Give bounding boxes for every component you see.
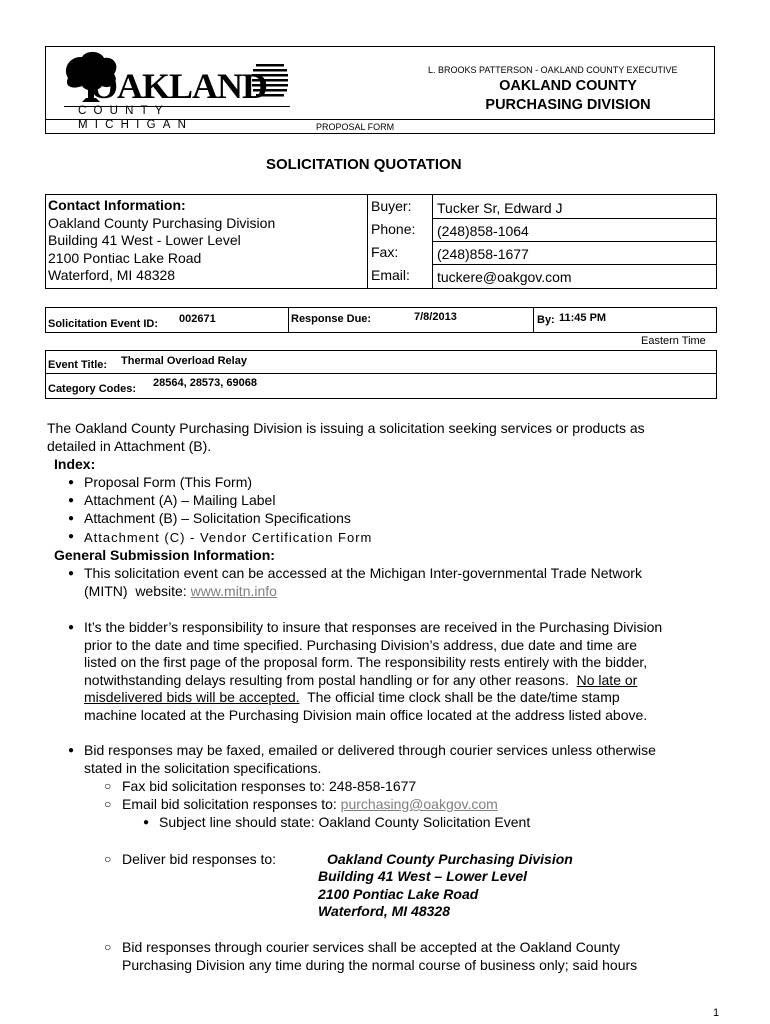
phone-value: (248)858-1064 bbox=[437, 223, 529, 239]
index-item: Proposal Form (This Form) bbox=[84, 474, 253, 490]
deliver-address-line: Building 41 West – Lower Level bbox=[318, 868, 528, 884]
contact-box bbox=[45, 194, 717, 289]
deliver-address-line: Oakland County Purchasing Division bbox=[327, 851, 573, 867]
county-title: OAKLAND COUNTY bbox=[499, 78, 637, 94]
contact-hline bbox=[432, 218, 716, 219]
buyer-label: Buyer: bbox=[371, 198, 412, 214]
bullet-icon: ● bbox=[68, 513, 75, 524]
index-item: Attachment (B) – Solicitation Specifications bbox=[84, 510, 351, 526]
courier-line: Purchasing Division any time during the normal course of business only; said hours bbox=[122, 956, 638, 973]
general-heading: General Submission Information: bbox=[54, 547, 275, 563]
delivery-line: stated in the solicitation specifications. bbox=[84, 759, 322, 776]
responsibility-line: prior to the date and time specified. Purchasing Division’s address, due date and time are bbox=[84, 636, 638, 653]
event-id-label: Solicitation Event ID: bbox=[48, 318, 159, 330]
deliver-label: Deliver bid responses to: bbox=[122, 851, 277, 867]
oakland-county-logo bbox=[60, 50, 292, 131]
email-prefix: Email bid solicitation responses to: bbox=[122, 796, 341, 812]
responsibility-text: The official time clock shall be the date/time stamp bbox=[299, 689, 620, 706]
mitn-prefix: (MITN) website: bbox=[84, 582, 191, 599]
circle-bullet-icon: ○ bbox=[104, 852, 112, 866]
circle-bullet-icon: ○ bbox=[104, 797, 112, 811]
bullet-icon: ● bbox=[68, 568, 75, 579]
mitn-line: This solicitation event can be accessed at the Michigan Inter-governmental Trade Network bbox=[84, 565, 642, 581]
mitn-paragraph bbox=[84, 565, 642, 600]
contact-line: 2100 Pontiac Lake Road bbox=[48, 249, 202, 266]
responsibility-line bbox=[84, 689, 662, 707]
response-due-label: Response Due: bbox=[291, 313, 372, 325]
contact-hline bbox=[432, 264, 716, 265]
delivery-line: Bid responses may be faxed, emailed or delivered through courier services unless otherwise bbox=[84, 742, 656, 758]
responsibility-line bbox=[84, 672, 662, 690]
index-item: Attachment (C) - Vendor Certification Form bbox=[84, 530, 373, 545]
index-heading: Index: bbox=[54, 456, 96, 472]
email-instruction bbox=[122, 796, 498, 814]
deliver-address-line: 2100 Pontiac Lake Road bbox=[318, 886, 479, 902]
courier-line: Bid responses through courier services shall be accepted at the Oakland County bbox=[122, 939, 621, 955]
delivery-paragraph bbox=[84, 742, 656, 777]
contact-line: Oakland County Purchasing Division bbox=[48, 214, 276, 231]
email-value: tuckere@oakgov.com bbox=[437, 269, 572, 285]
fax-label: Fax: bbox=[371, 244, 399, 260]
contact-block bbox=[46, 197, 368, 285]
bullet-icon: ● bbox=[68, 477, 75, 488]
event-vline bbox=[533, 308, 534, 332]
event-title-value: Thermal Overload Relay bbox=[121, 355, 247, 367]
intro-paragraph bbox=[47, 420, 645, 455]
page-number: 1 bbox=[713, 1007, 720, 1019]
division-title: PURCHASING DIVISION bbox=[485, 97, 651, 113]
circle-bullet-icon: ○ bbox=[104, 940, 112, 954]
contact-line: Building 41 West - Lower Level bbox=[48, 232, 241, 248]
contact-vline bbox=[367, 195, 368, 288]
buyer-value: Tucker Sr, Edward J bbox=[437, 200, 563, 216]
bullet-icon: ● bbox=[143, 817, 150, 828]
event-row bbox=[45, 307, 717, 333]
bullet-icon: ● bbox=[68, 531, 75, 542]
responsibility-paragraph bbox=[84, 619, 662, 725]
courier-paragraph bbox=[122, 939, 637, 974]
event-id-value: 002671 bbox=[179, 313, 216, 325]
contact-line: Waterford, MI 48328 bbox=[48, 267, 176, 283]
category-codes-label: Category Codes: bbox=[48, 383, 137, 395]
mitn-link[interactable]: www.mitn.info bbox=[190, 582, 277, 599]
responsibility-text: notwithstanding delays resulting from postal handling or for any other reasons. bbox=[84, 671, 577, 688]
intro-line: detailed in Attachment (B). bbox=[47, 437, 212, 454]
by-value: 11:45 PM bbox=[559, 312, 607, 324]
fax-value: (248)858-1677 bbox=[437, 246, 529, 262]
index-item: Attachment (A) – Mailing Label bbox=[84, 492, 276, 508]
responsibility-line: It’s the bidder’s responsibility to insure that responses are received in the Purchasing Division bbox=[84, 619, 663, 635]
page-title: SOLICITATION QUOTATION bbox=[266, 156, 462, 173]
bullet-icon: ● bbox=[68, 622, 75, 633]
event-vline bbox=[288, 308, 289, 332]
mitn-line bbox=[84, 583, 642, 601]
logo-wordmark: OAKLAND bbox=[90, 66, 268, 106]
bullet-icon: ● bbox=[68, 495, 75, 506]
misdelivered-text: misdelivered bids will be accepted. bbox=[84, 689, 300, 706]
intro-line: The Oakland County Purchasing Division is issuing a solicitation seeking services or products as bbox=[47, 420, 645, 436]
email-label: Email: bbox=[371, 267, 410, 283]
purchasing-email-link[interactable]: purchasing@oakgov.com bbox=[340, 796, 498, 812]
by-label: By: bbox=[537, 314, 555, 326]
responsibility-line: listed on the first page of the proposal form. The responsibility rests entirely with the bidder, bbox=[84, 654, 648, 671]
contact-hline bbox=[432, 241, 716, 242]
event-details-hline bbox=[46, 373, 716, 374]
timezone: Eastern Time bbox=[641, 335, 706, 347]
form-label: PROPOSAL FORM bbox=[316, 122, 395, 132]
responsibility-line: machine located at the Purchasing Division main office located at the address listed above. bbox=[84, 706, 648, 723]
logo-subtitle: COUNTY MICHIGAN bbox=[78, 105, 194, 131]
bullet-icon: ● bbox=[68, 745, 75, 756]
phone-label: Phone: bbox=[371, 221, 416, 237]
event-title-label: Event Title: bbox=[48, 359, 108, 371]
circle-bullet-icon: ○ bbox=[104, 779, 112, 793]
deliver-address-line: Waterford, MI 48328 bbox=[318, 903, 451, 919]
executive-line: L. BROOKS PATTERSON - OAKLAND COUNTY EXECUTIVE bbox=[428, 65, 678, 75]
event-details-box bbox=[45, 350, 717, 399]
category-codes-value: 28564, 28573, 69068 bbox=[153, 377, 257, 389]
fax-instruction: Fax bid solicitation responses to: 248-858-1677 bbox=[122, 778, 417, 794]
no-late-text: No late or bbox=[576, 671, 638, 688]
subject-instruction: Subject line should state: Oakland County Solicitation Event bbox=[159, 814, 531, 830]
response-due-value: 7/8/2013 bbox=[414, 311, 457, 323]
contact-heading: Contact Information: bbox=[48, 197, 186, 213]
